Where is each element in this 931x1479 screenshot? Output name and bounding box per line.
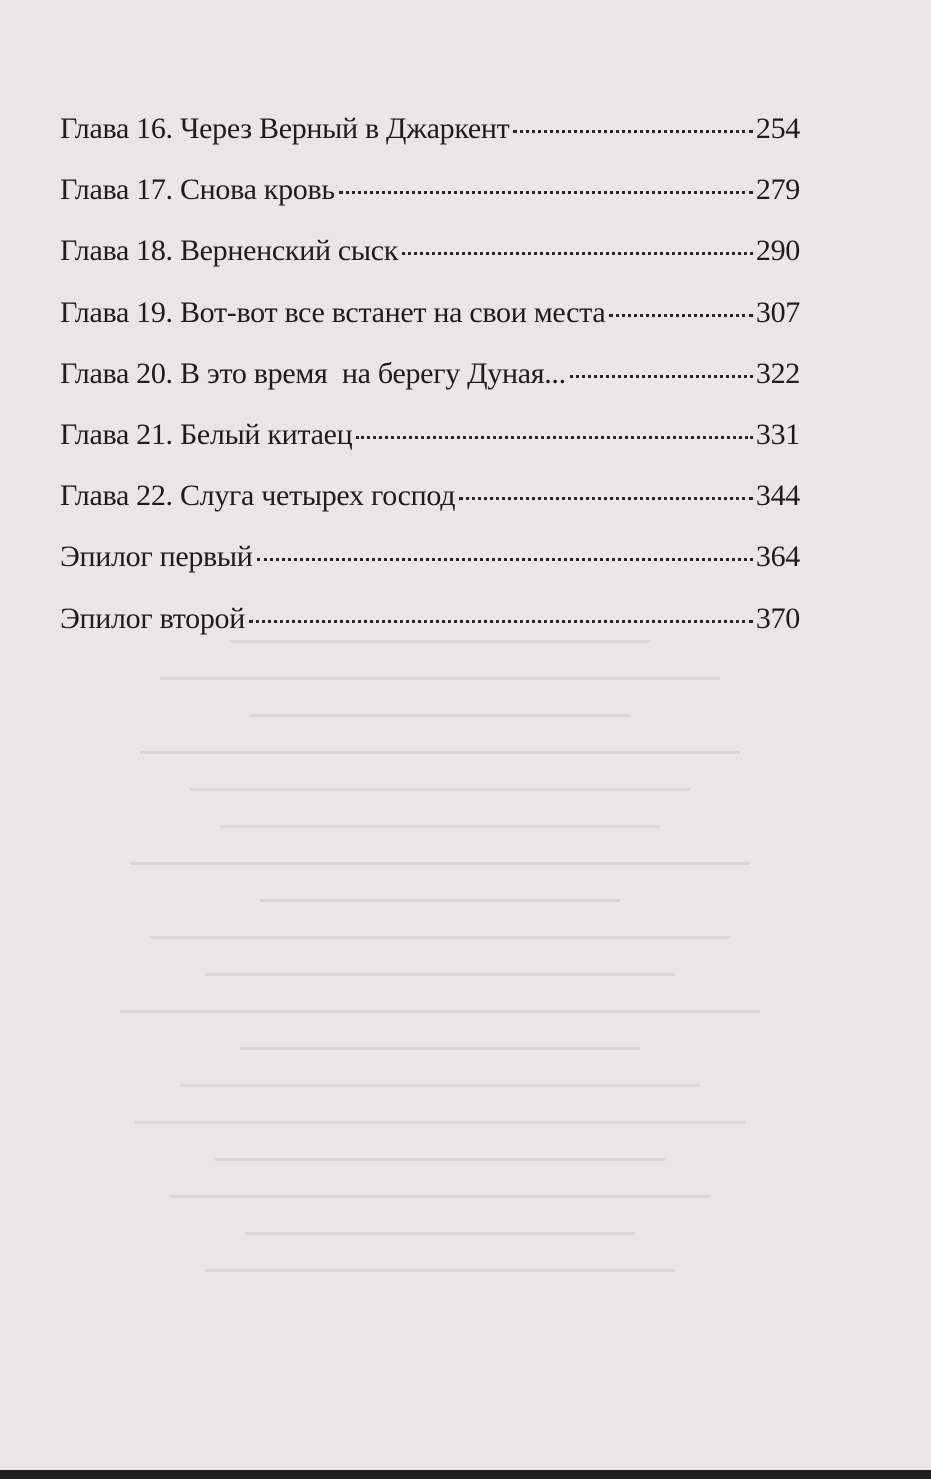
toc-entry-title: Глава 22. Слуга четырех господ (60, 479, 456, 513)
table-of-contents (60, 112, 800, 663)
toc-entry-page: 344 (755, 479, 800, 513)
toc-entry (60, 418, 800, 479)
toc-entry-title: Эпилог первый (60, 540, 253, 574)
toc-leader-dots (339, 191, 753, 194)
toc-entry (60, 602, 800, 663)
toc-leader-dots (570, 375, 753, 378)
toc-entry (60, 234, 800, 295)
toc-leader-dots (356, 436, 753, 439)
show-through-text (90, 640, 790, 1440)
toc-leader-dots (513, 130, 752, 133)
toc-entry (60, 479, 800, 540)
toc-leader-dots (249, 620, 753, 623)
toc-leader-dots (402, 252, 753, 255)
toc-entry (60, 357, 800, 418)
toc-entry-title: Эпилог второй (60, 601, 245, 635)
toc-entry-title: Глава 18. Верненский сыск (60, 234, 399, 268)
toc-entry-page: 331 (755, 417, 800, 451)
toc-entry (60, 540, 800, 601)
toc-entry-title: Глава 16. Через Верный в Джаркент (60, 112, 510, 145)
toc-entry-title: Глава 21. Белый китаец (60, 417, 353, 451)
toc-entry-page: 279 (755, 173, 800, 207)
toc-leader-dots (459, 497, 753, 500)
toc-entry-title: Глава 19. Вот-вот все встанет на свои места (60, 295, 606, 329)
toc-entry-page: 364 (755, 540, 800, 574)
viewer-bottom-bar (0, 1470, 931, 1479)
toc-entry-page: 290 (755, 234, 800, 268)
toc-entry (60, 173, 800, 234)
toc-leader-dots (609, 314, 753, 317)
toc-entry-title: Глава 20. В это время на берегу Дуная... (60, 356, 566, 390)
toc-entry-page: 370 (755, 601, 800, 635)
toc-entry-page: 307 (755, 295, 800, 329)
toc-entry-page: 254 (755, 112, 800, 145)
toc-entry-title: Глава 17. Снова кровь (60, 173, 335, 207)
toc-entry-page: 322 (755, 356, 800, 390)
toc-leader-dots (257, 558, 753, 561)
toc-entry (60, 112, 800, 173)
toc-entry (60, 296, 800, 357)
